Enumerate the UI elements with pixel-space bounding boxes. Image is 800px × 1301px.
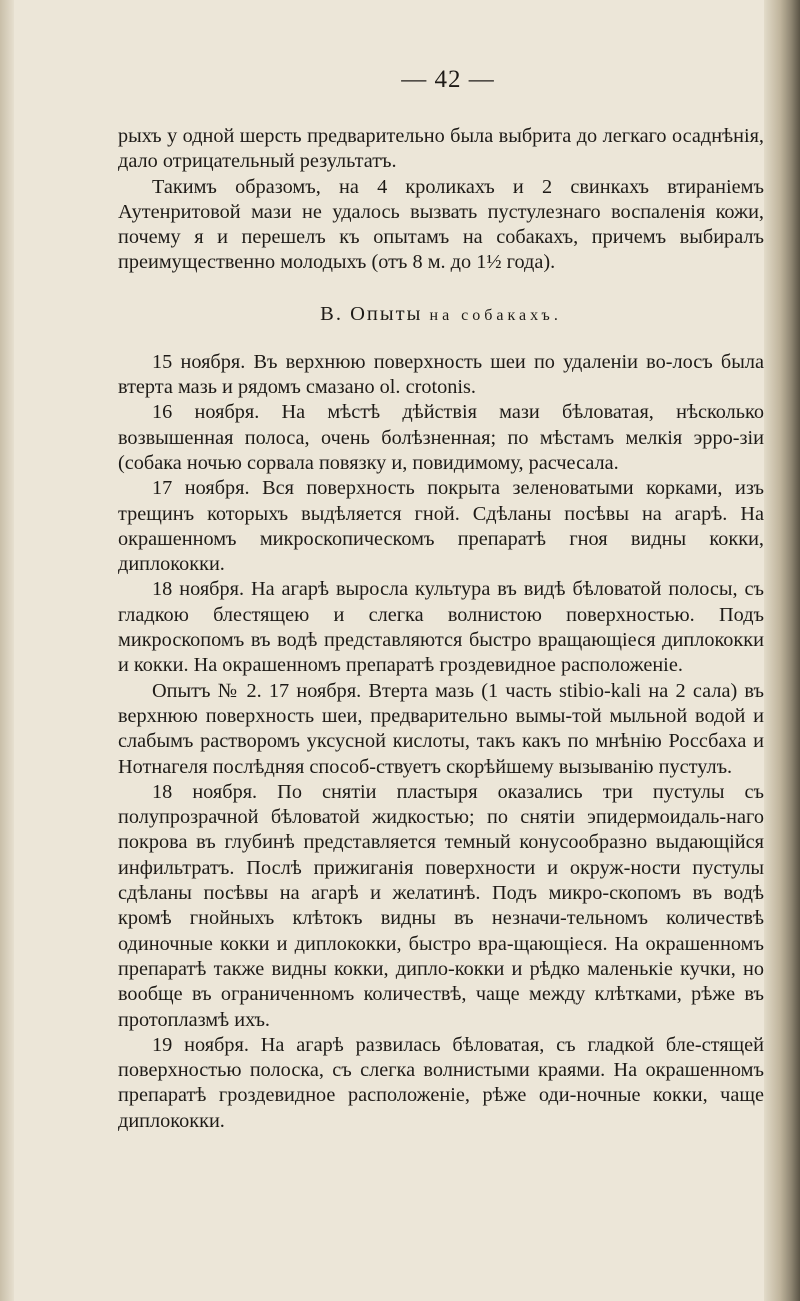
paragraph-experiment-2: Опытъ № 2. 17 ноября. Втерта мазь (1 часть stibio-kali на 2 сала) въ верхнюю поверхность шеи, предварительно вымы-той мыльной водой и слабымъ растворомъ уксусной кислоты, такъ какъ по мнѣнію Россбаха и Нотнагеля послѣдняя способ-ствуетъ скорѣйшему вызыванію пустулъ.	[118, 679, 764, 778]
paragraph-nov-17: 17 ноября. Вся поверхность покрыта зеленоватыми корками, изъ трещинъ которыхъ выдѣляется гной. Сдѣланы посѣвы на агарѣ. На окрашенномъ микроскопическомъ препаратѣ гноя видны кокки, диплококки.	[118, 477, 764, 576]
section-heading-small-caps: на собакахъ.	[429, 306, 562, 324]
section-heading-prefix: В. Опыты	[320, 302, 423, 325]
page-right-edge-shadow	[764, 0, 800, 1301]
page-left-edge	[0, 0, 14, 1301]
section-heading	[118, 303, 764, 326]
page-number: — 42 —	[401, 66, 495, 93]
paragraph-nov-18: 18 ноября. На агарѣ выросла культура въ видѣ бѣловатой полосы, съ гладкою блестящею и слегка волнистою поверхностью. Подъ микроскопомъ въ водѣ представляются быстро вращающіеся диплококки и кокки. На окрашенномъ препаратѣ гроздевидное расположеніе.	[118, 578, 764, 677]
paragraph-exp2-nov-19: 19 ноября. На агарѣ развилась бѣловатая, съ гладкой бле-стящей поверхностью полоска, съ слегка волнистыми краями. На окрашенномъ препаратѣ гроздевидное расположеніе, рѣже оди-ночные кокки, чаще диплококки.	[118, 1033, 764, 1132]
paragraph-intro-summary: Такимъ образомъ, на 4 кроликахъ и 2 свинкахъ втираніемъ Аутенритовой мази не удалось вызвать пустулезнаго воспаленія кожи, почему я и перешелъ къ опытамъ на собакахъ, причемъ выбиралъ преимущественно молодыхъ (отъ 8 м. до 1½ года).	[118, 175, 764, 274]
paragraph-nov-16: 16 ноября. На мѣстѣ дѣйствія мази бѣловатая, нѣсколько возвышенная полоса, очень болѣзненная; по мѣстамъ мелкія эрро-зіи (собака ночью сорвала повязку и, повидимому, расчесала.	[118, 401, 764, 474]
paragraph-exp2-nov-18: 18 ноября. По снятіи пластыря оказались три пустулы съ полупрозрачной бѣловатой жидкостью; по снятіи эпидермоидаль-наго покрова въ глубинѣ представляется темный конусообразно выдающійся инфильтратъ. Послѣ прижиганія поверхности и окруж-ности пустулы сдѣланы посѣвы на агарѣ и желатинѣ. Подъ микро-скопомъ въ водѣ кромѣ гнойныхъ клѣтокъ видны въ незначи-тельномъ количествѣ одиночные кокки и диплококки, быстро вра-щающіеся. На окрашенномъ препаратѣ также видны кокки, дипло-кокки и рѣдко маленькіе кучки, но вообще въ ограниченномъ количествѣ, чаще между клѣтками, рѣже въ протоплазмѣ ихъ.	[118, 780, 764, 1031]
paragraph-nov-15: 15 ноября. Въ верхнюю поверхность шеи по удаленіи во-лосъ была втерта мазь и рядомъ смазано ol. crotonis.	[118, 350, 764, 399]
text-block	[118, 66, 764, 1134]
paragraph-intro-continuation: рыхъ у одной шерсть предварительно была выбрита до легкаго осаднѣнія, дало отрицательный результатъ.	[118, 125, 764, 173]
